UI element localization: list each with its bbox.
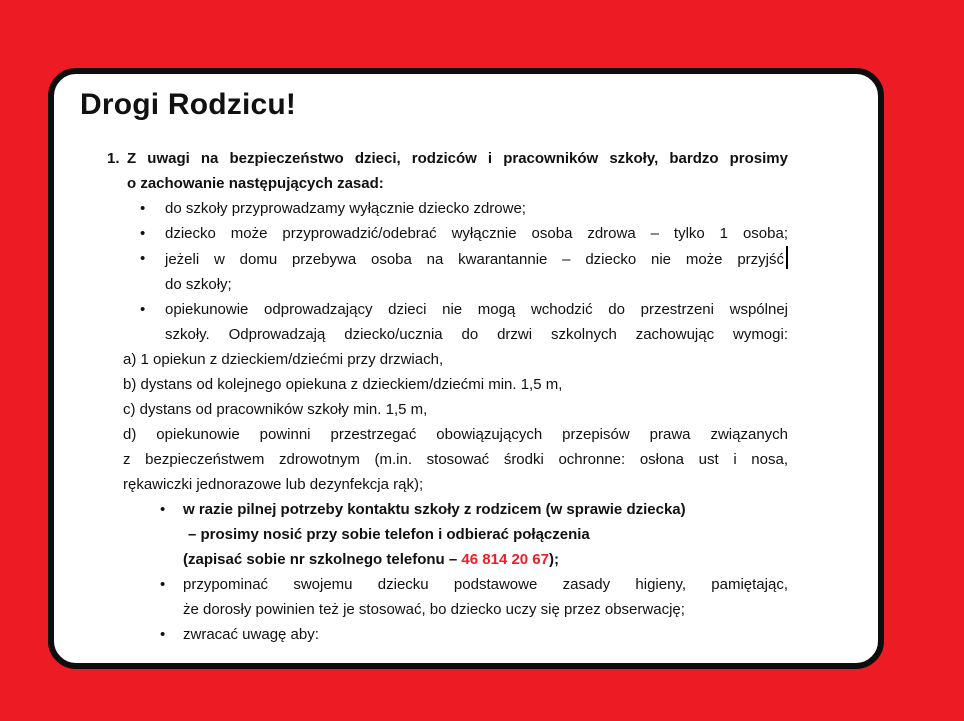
bullet-item [140, 297, 788, 322]
bullet-item [160, 622, 788, 647]
paragraph-line: z bezpieczeństwem zdrowotnym (m.in. stosować środki ochronne: osłona ust i nosa, [123, 451, 788, 468]
phone-number: 46 814 20 67 [461, 551, 549, 568]
paragraph-line: dziecko może przyprowadzić/odebrać wyłącznie osoba zdrowa – tylko 1 osoba; [165, 225, 788, 242]
bullet-icon: • [160, 501, 166, 518]
lettered-item: b) dystans od kolejnego opiekuna z dzieckiem/dziećmi min. 1,5 m, [123, 376, 563, 393]
paragraph-line: do szkoły przyprowadzamy wyłącznie dziecko zdrowe; [165, 200, 526, 217]
paragraph-line: – prosimy nosić przy sobie telefon i odbierać połączenia [188, 526, 590, 543]
paragraph-line: rękawiczki jednorazowe lub dezynfekcja rąk); [123, 476, 424, 493]
list-number: 1. [107, 150, 120, 167]
bullet-item [140, 196, 788, 221]
paragraph-line: przypominać swojemu dziecku podstawowe zasady higieny, pamiętając, [183, 576, 788, 593]
bullet-icon: • [160, 576, 166, 593]
bullet-item [140, 246, 788, 272]
paragraph-line: o zachowanie następujących zasad: [127, 175, 384, 192]
bullet-icon: • [140, 250, 146, 267]
bullet-icon: • [140, 200, 146, 217]
bullet-icon: • [160, 626, 166, 643]
bullet-icon: • [140, 225, 146, 242]
paragraph-text: jeżeli w domu przebywa osoba na kwarantannie – dziecko nie może przyjść [165, 251, 784, 268]
lettered-item: a) 1 opiekun z dzieckiem/dziećmi przy drzwiach, [123, 351, 444, 368]
bullet-item [160, 572, 788, 597]
paragraph-line: że dorosły powinien też je stosować, bo dziecko uczy się przez obserwację; [183, 601, 685, 618]
paragraph-line: do szkoły; [165, 276, 232, 293]
page-title: Drogi Rodzicu! [80, 88, 297, 121]
bullet-icon: • [140, 301, 146, 318]
paragraph-line: w razie pilnej potrzeby kontaktu szkoły z rodzicem (w sprawie dziecka) [183, 501, 686, 518]
text-cursor [786, 246, 788, 269]
paragraph-line: opiekunowie odprowadzający dzieci nie mogą wchodzić do przestrzeni wspólnej [165, 301, 788, 318]
numbered-item [107, 146, 788, 171]
paragraph-line: zwracać uwagę aby: [183, 626, 319, 643]
lettered-item: c) dystans od pracowników szkoły min. 1,5 m, [123, 401, 428, 418]
paragraph-text: ); [549, 551, 559, 568]
paragraph-text: (zapisać sobie nr szkolnego telefonu – [183, 551, 462, 568]
bullet-item [140, 221, 788, 246]
lettered-item: d) opiekunowie powinni przestrzegać obowiązujących przepisów prawa związanych [123, 426, 788, 443]
paragraph-line: Z uwagi na bezpieczeństwo dzieci, rodziców i pracowników szkoły, bardzo prosimy [127, 150, 788, 167]
paragraph-line [165, 246, 788, 272]
notice-card [48, 68, 884, 669]
paragraph-line [183, 547, 788, 572]
paragraph-line: szkoły. Odprowadzają dziecko/ucznia do drzwi szkolnych zachowując wymogi: [165, 326, 788, 343]
notice-body [54, 146, 878, 647]
bullet-item [160, 497, 788, 522]
